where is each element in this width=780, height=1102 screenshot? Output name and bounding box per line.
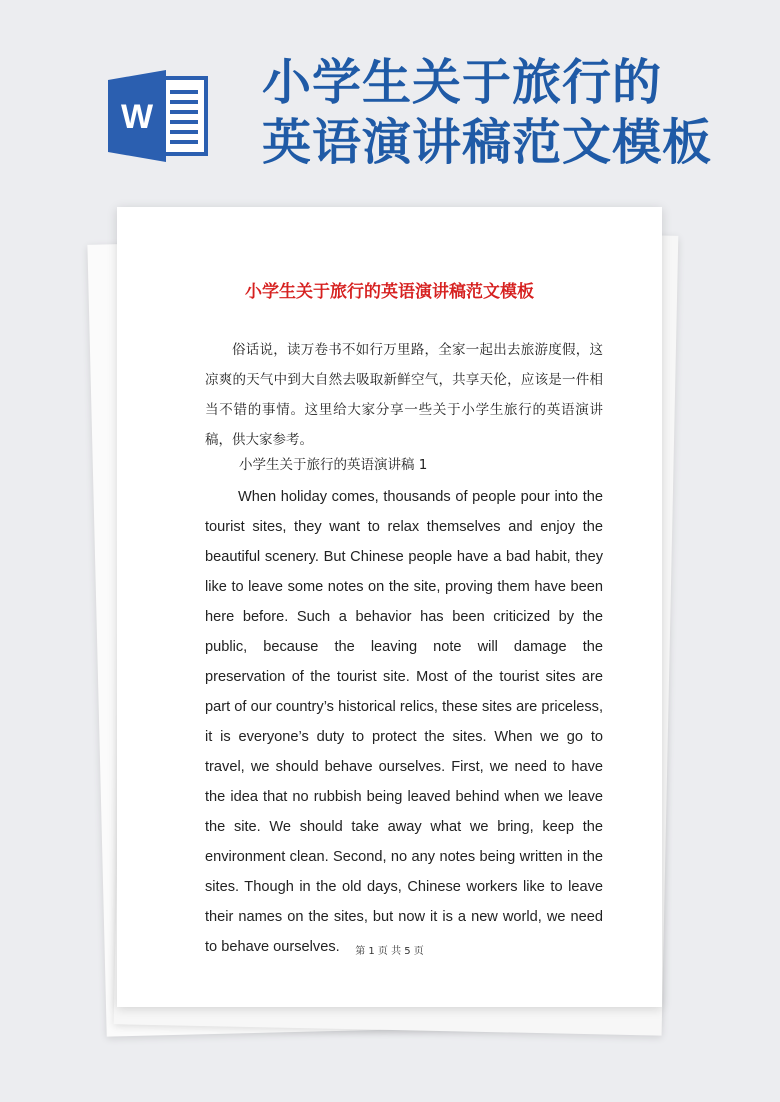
header xyxy=(0,0,780,200)
page-number-footer: 第 1 页 共 5 页 xyxy=(355,946,424,957)
document-page xyxy=(117,207,662,1007)
logo-letter: W xyxy=(120,98,154,136)
header-title-line-1: 小学生关于旅行的 xyxy=(262,53,663,111)
header-title xyxy=(262,52,772,172)
body-paragraph: When holiday comes, thousands of people pour into the tourist sites, they want to relax themselves and enjoy the beautiful scenery. But Chinese people have a bad habit, they like to leave some notes on the site, proving them have been here before. Such a behavior has been criticized by the public, because the leaving note will damage the preservation of the tourist site. Most of the tourist sites are part of our country’s historical relics, these sites are priceless, it is everyone’s duty to protect the sites. When we go to travel, we should behave ourselves. First, we need to have the idea that no rubbish being leaved behind when we leave the site. We should take away what we bring, keep the environment clean. Second, no any notes being written in the sites. Though in the old days, Chinese workers like to leave their names on the sites, but now it is a new world, we need to behave ourselves. xyxy=(205,489,603,955)
document-title: 小学生关于旅行的英语演讲稿范文模板 xyxy=(245,282,534,302)
header-title-line-2: 英语演讲稿范文模板 xyxy=(262,113,713,171)
intro-paragraph: 俗话说，读万卷书不如行万里路，全家一起出去旅游度假，这凉爽的天气中到大自然去吸取新鲜空气，共享天伦，应该是一件相当不错的事情。这里给大家分享一些关于小学生旅行的英语演讲稿，供大家参考。 xyxy=(205,342,603,448)
word-document-icon xyxy=(108,70,208,162)
section-subheading: 小学生关于旅行的英语演讲稿 1 xyxy=(239,457,428,473)
